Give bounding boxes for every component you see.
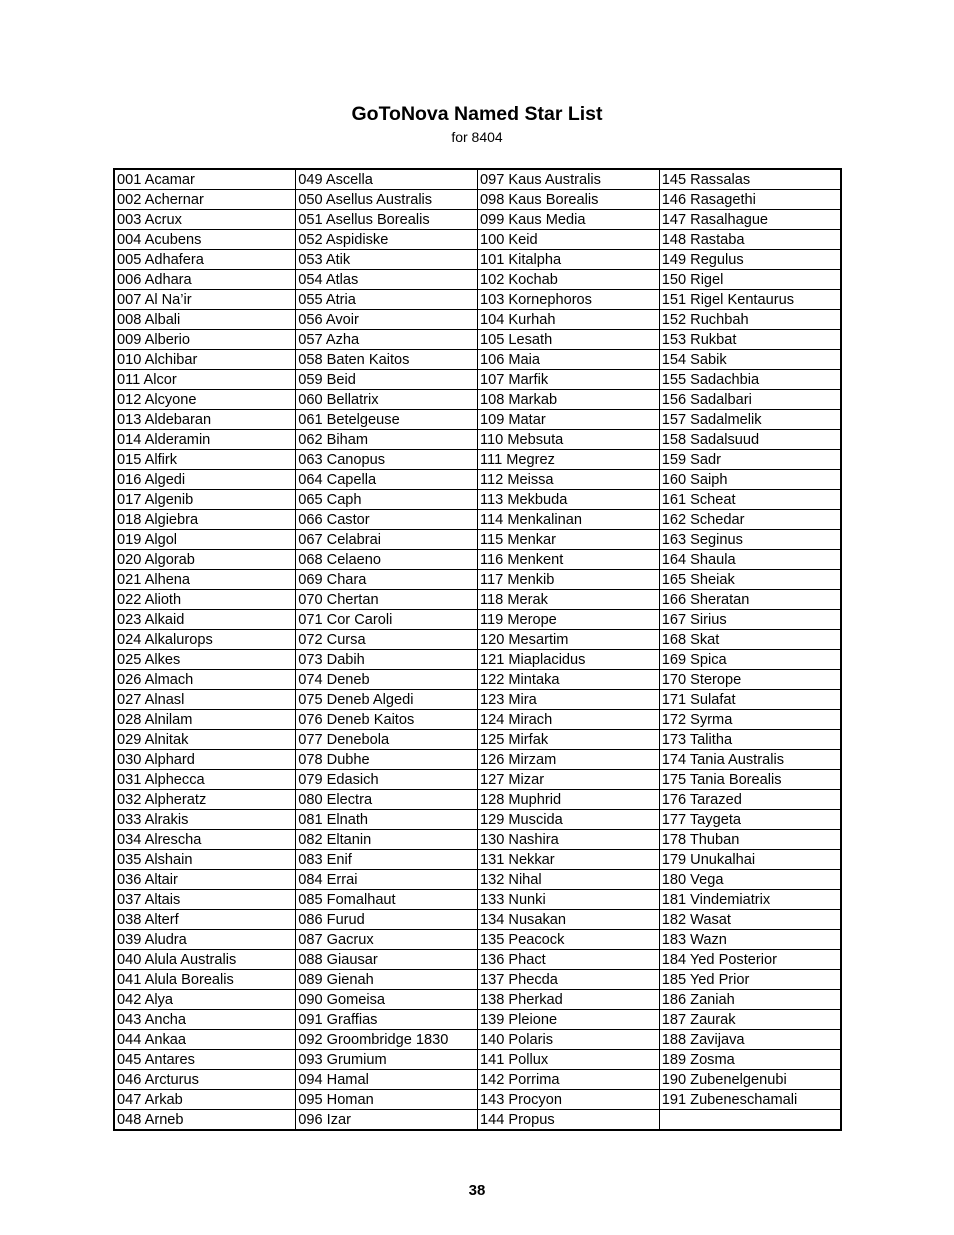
star-cell: 095 Homan [296,1090,478,1110]
star-cell: 129 Muscida [478,810,660,830]
star-cell: 088 Giausar [296,950,478,970]
star-cell: 013 Aldebaran [114,410,296,430]
star-cell: 070 Chertan [296,590,478,610]
star-cell: 162 Schedar [659,510,841,530]
star-cell: 097 Kaus Australis [478,169,660,190]
star-cell: 084 Errai [296,870,478,890]
star-cell: 102 Kochab [478,270,660,290]
table-row [114,250,841,270]
star-cell: 111 Megrez [478,450,660,470]
star-cell: 055 Atria [296,290,478,310]
star-cell: 123 Mira [478,690,660,710]
table-row [114,350,841,370]
star-cell: 191 Zubeneschamali [659,1090,841,1110]
star-cell: 136 Phact [478,950,660,970]
star-cell: 183 Wazn [659,930,841,950]
table-row [114,850,841,870]
table-row [114,530,841,550]
table-row [114,330,841,350]
star-cell: 118 Merak [478,590,660,610]
star-cell: 021 Alhena [114,570,296,590]
table-row [114,470,841,490]
star-cell: 063 Canopus [296,450,478,470]
page-number: 38 [468,1182,486,1199]
star-cell: 108 Markab [478,390,660,410]
star-cell: 065 Caph [296,490,478,510]
star-cell: 185 Yed Prior [659,970,841,990]
star-cell: 093 Grumium [296,1050,478,1070]
table-row [114,790,841,810]
star-cell: 100 Keid [478,230,660,250]
star-cell: 125 Mirfak [478,730,660,750]
star-cell: 153 Rukbat [659,330,841,350]
star-cell: 031 Alphecca [114,770,296,790]
star-cell: 144 Propus [478,1110,660,1131]
star-cell: 160 Saiph [659,470,841,490]
star-cell: 052 Aspidiske [296,230,478,250]
star-cell: 133 Nunki [478,890,660,910]
star-cell: 034 Alrescha [114,830,296,850]
star-cell: 190 Zubenelgenubi [659,1070,841,1090]
star-cell: 148 Rastaba [659,230,841,250]
star-cell: 120 Mesartim [478,630,660,650]
star-cell: 115 Menkar [478,530,660,550]
star-cell: 141 Pollux [478,1050,660,1070]
star-cell: 134 Nusakan [478,910,660,930]
star-cell: 087 Gacrux [296,930,478,950]
star-cell: 131 Nekkar [478,850,660,870]
star-cell: 023 Alkaid [114,610,296,630]
page-title: GoToNova Named Star List [351,103,603,125]
star-cell: 026 Almach [114,670,296,690]
star-cell: 038 Alterf [114,910,296,930]
star-cell: 145 Rassalas [659,169,841,190]
star-cell: 006 Adhara [114,270,296,290]
named-star-table [113,168,842,1131]
star-cell: 044 Ankaa [114,1030,296,1050]
star-cell: 157 Sadalmelik [659,410,841,430]
star-cell: 158 Sadalsuud [659,430,841,450]
star-cell: 116 Menkent [478,550,660,570]
star-cell: 024 Alkalurops [114,630,296,650]
star-cell: 033 Alrakis [114,810,296,830]
star-cell: 172 Syrma [659,710,841,730]
table-row [114,710,841,730]
star-cell: 069 Chara [296,570,478,590]
star-cell: 030 Alphard [114,750,296,770]
table-row [114,950,841,970]
table-row [114,770,841,790]
table-row [114,430,841,450]
star-cell: 003 Acrux [114,210,296,230]
table-row [114,169,841,190]
table-row [114,1010,841,1030]
star-cell: 139 Pleione [478,1010,660,1030]
star-cell: 128 Muphrid [478,790,660,810]
star-cell: 040 Alula Australis [114,950,296,970]
table-row [114,870,841,890]
table-row [114,410,841,430]
star-cell: 159 Sadr [659,450,841,470]
star-cell: 096 Izar [296,1110,478,1131]
star-cell: 122 Mintaka [478,670,660,690]
star-cell: 022 Alioth [114,590,296,610]
star-cell: 067 Celabrai [296,530,478,550]
star-cell: 073 Dabih [296,650,478,670]
star-cell: 099 Kaus Media [478,210,660,230]
star-cell: 107 Marfik [478,370,660,390]
star-cell: 082 Eltanin [296,830,478,850]
table-row [114,450,841,470]
star-cell: 089 Gienah [296,970,478,990]
table-row [114,750,841,770]
table-row [114,730,841,750]
star-cell: 090 Gomeisa [296,990,478,1010]
star-cell: 060 Bellatrix [296,390,478,410]
star-cell: 164 Shaula [659,550,841,570]
star-cell: 071 Cor Caroli [296,610,478,630]
table-row [114,270,841,290]
star-cell: 046 Arcturus [114,1070,296,1090]
star-cell: 043 Ancha [114,1010,296,1030]
star-cell: 151 Rigel Kentaurus [659,290,841,310]
star-cell: 171 Sulafat [659,690,841,710]
star-cell: 005 Adhafera [114,250,296,270]
star-cell: 075 Deneb Algedi [296,690,478,710]
star-cell: 007 Al Na’ir [114,290,296,310]
star-cell: 155 Sadachbia [659,370,841,390]
star-cell: 076 Deneb Kaitos [296,710,478,730]
table-row [114,990,841,1010]
star-cell: 015 Alfirk [114,450,296,470]
star-cell: 142 Porrima [478,1070,660,1090]
star-cell: 094 Hamal [296,1070,478,1090]
star-cell: 121 Miaplacidus [478,650,660,670]
star-cell: 166 Sheratan [659,590,841,610]
star-cell: 103 Kornephoros [478,290,660,310]
star-cell: 035 Alshain [114,850,296,870]
star-cell: 127 Mizar [478,770,660,790]
star-cell: 117 Menkib [478,570,660,590]
table-row [114,930,841,950]
star-cell: 083 Enif [296,850,478,870]
star-cell: 049 Ascella [296,169,478,190]
star-cell: 086 Furud [296,910,478,930]
star-cell: 051 Asellus Borealis [296,210,478,230]
star-cell: 042 Alya [114,990,296,1010]
star-cell: 150 Rigel [659,270,841,290]
star-cell: 062 Biham [296,430,478,450]
star-cell: 189 Zosma [659,1050,841,1070]
star-cell: 078 Dubhe [296,750,478,770]
star-cell: 187 Zaurak [659,1010,841,1030]
table-row [114,690,841,710]
star-cell: 002 Achernar [114,190,296,210]
star-cell: 019 Algol [114,530,296,550]
star-cell [659,1110,841,1131]
star-cell: 184 Yed Posterior [659,950,841,970]
star-cell: 028 Alnilam [114,710,296,730]
table-row [114,1090,841,1110]
star-cell: 039 Aludra [114,930,296,950]
table-row [114,1050,841,1070]
star-cell: 059 Beid [296,370,478,390]
star-cell: 109 Matar [478,410,660,430]
star-cell: 018 Algiebra [114,510,296,530]
star-cell: 072 Cursa [296,630,478,650]
star-cell: 085 Fomalhaut [296,890,478,910]
star-cell: 098 Kaus Borealis [478,190,660,210]
star-cell: 016 Algedi [114,470,296,490]
star-cell: 004 Acubens [114,230,296,250]
star-cell: 014 Alderamin [114,430,296,450]
star-cell: 077 Denebola [296,730,478,750]
star-cell: 113 Mekbuda [478,490,660,510]
star-cell: 176 Tarazed [659,790,841,810]
star-cell: 126 Mirzam [478,750,660,770]
star-cell: 074 Deneb [296,670,478,690]
star-cell: 104 Kurhah [478,310,660,330]
table-row [114,1030,841,1050]
star-cell: 027 Alnasl [114,690,296,710]
star-cell: 165 Sheiak [659,570,841,590]
star-cell: 132 Nihal [478,870,660,890]
star-cell: 140 Polaris [478,1030,660,1050]
table-row [114,630,841,650]
table-row [114,370,841,390]
star-cell: 012 Alcyone [114,390,296,410]
star-cell: 061 Betelgeuse [296,410,478,430]
table-row [114,650,841,670]
star-cell: 066 Castor [296,510,478,530]
star-cell: 154 Sabik [659,350,841,370]
star-cell: 068 Celaeno [296,550,478,570]
star-cell: 161 Scheat [659,490,841,510]
star-cell: 080 Electra [296,790,478,810]
table-row [114,590,841,610]
table-row [114,230,841,250]
star-cell: 032 Alpheratz [114,790,296,810]
star-cell: 050 Asellus Australis [296,190,478,210]
table-row [114,970,841,990]
star-cell: 037 Altais [114,890,296,910]
star-cell: 064 Capella [296,470,478,490]
star-cell: 054 Atlas [296,270,478,290]
star-cell: 110 Mebsuta [478,430,660,450]
star-cell: 112 Meissa [478,470,660,490]
star-table-body [114,169,841,1130]
star-cell: 178 Thuban [659,830,841,850]
star-cell: 170 Sterope [659,670,841,690]
star-cell: 168 Skat [659,630,841,650]
table-row [114,390,841,410]
star-cell: 188 Zavijava [659,1030,841,1050]
star-cell: 124 Mirach [478,710,660,730]
star-cell: 106 Maia [478,350,660,370]
star-cell: 081 Elnath [296,810,478,830]
star-cell: 047 Arkab [114,1090,296,1110]
star-cell: 041 Alula Borealis [114,970,296,990]
table-row [114,890,841,910]
star-cell: 180 Vega [659,870,841,890]
star-cell: 147 Rasalhague [659,210,841,230]
star-cell: 011 Alcor [114,370,296,390]
star-cell: 008 Albali [114,310,296,330]
table-row [114,1070,841,1090]
table-row [114,290,841,310]
star-cell: 182 Wasat [659,910,841,930]
table-row [114,310,841,330]
star-cell: 079 Edasich [296,770,478,790]
star-cell: 053 Atik [296,250,478,270]
star-cell: 025 Alkes [114,650,296,670]
star-cell: 001 Acamar [114,169,296,190]
star-cell: 167 Sirius [659,610,841,630]
star-cell: 048 Arneb [114,1110,296,1131]
star-cell: 177 Taygeta [659,810,841,830]
star-cell: 114 Menkalinan [478,510,660,530]
page-subtitle: for 8404 [451,129,503,145]
table-row [114,1110,841,1131]
star-cell: 058 Baten Kaitos [296,350,478,370]
table-row [114,810,841,830]
star-cell: 138 Pherkad [478,990,660,1010]
star-cell: 179 Unukalhai [659,850,841,870]
star-cell: 045 Antares [114,1050,296,1070]
star-cell: 146 Rasagethi [659,190,841,210]
star-cell: 175 Tania Borealis [659,770,841,790]
star-cell: 119 Merope [478,610,660,630]
star-cell: 152 Ruchbah [659,310,841,330]
star-cell: 101 Kitalpha [478,250,660,270]
star-cell: 036 Altair [114,870,296,890]
star-cell: 173 Talitha [659,730,841,750]
table-row [114,570,841,590]
star-cell: 149 Regulus [659,250,841,270]
star-cell: 092 Groombridge 1830 [296,1030,478,1050]
star-cell: 020 Algorab [114,550,296,570]
star-cell: 009 Alberio [114,330,296,350]
star-cell: 163 Seginus [659,530,841,550]
star-cell: 143 Procyon [478,1090,660,1110]
star-cell: 056 Avoir [296,310,478,330]
star-cell: 029 Alnitak [114,730,296,750]
star-cell: 130 Nashira [478,830,660,850]
table-row [114,550,841,570]
star-cell: 010 Alchibar [114,350,296,370]
star-cell: 135 Peacock [478,930,660,950]
table-row [114,510,841,530]
star-cell: 017 Algenib [114,490,296,510]
star-cell: 156 Sadalbari [659,390,841,410]
table-row [114,830,841,850]
star-cell: 169 Spica [659,650,841,670]
table-row [114,210,841,230]
table-row [114,910,841,930]
star-cell: 186 Zaniah [659,990,841,1010]
star-cell: 091 Graffias [296,1010,478,1030]
star-cell: 174 Tania Australis [659,750,841,770]
star-cell: 105 Lesath [478,330,660,350]
table-row [114,490,841,510]
table-row [114,610,841,630]
star-cell: 181 Vindemiatrix [659,890,841,910]
table-row [114,190,841,210]
star-cell: 137 Phecda [478,970,660,990]
table-row [114,670,841,690]
star-cell: 057 Azha [296,330,478,350]
